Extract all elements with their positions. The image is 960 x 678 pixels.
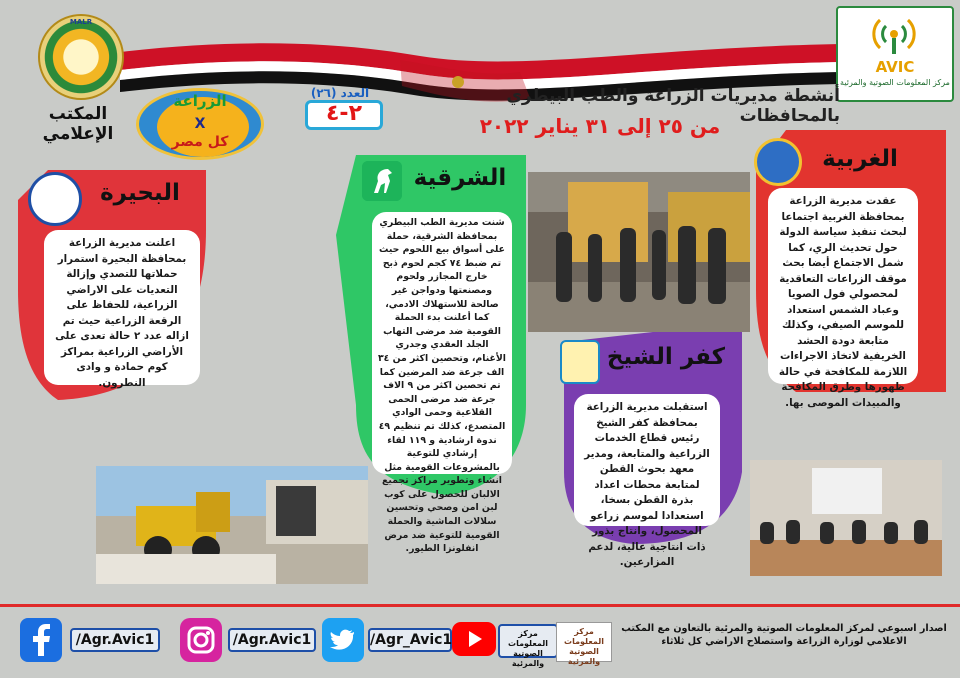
facebook-handle[interactable]: /Agr.Avic1 xyxy=(70,628,160,652)
ministry-logo-text: MALR xyxy=(69,18,93,26)
bulletin-description: اصدار اسبوعي لمركز المعلومات الصوتية والمرئية بالتعاون مع المكتب الاعلامي لوزارة الزراعة واستصلاح الاراضي كل ثلاثاء xyxy=(621,623,947,647)
footer-avic-logo-label: مركز المعلومات الصوتية والمرئية xyxy=(556,622,612,662)
issue-label: العدد (٢٦) xyxy=(310,86,370,100)
beheira-title: البحيرة xyxy=(100,180,180,206)
seed-station-visit-photo xyxy=(528,172,750,332)
encroachment-removal-photo xyxy=(96,466,368,584)
twitter-handle[interactable]: /Agr_Avic1 xyxy=(368,628,452,652)
sharqia-text: شنت مديرية الطب البيطري بمحافظة الشرقية، حملة على أسواق بيع اللحوم حيث تم ضبط ٧٤ كجم لحوم ذبح خارج المجازر ولحوم ومصنعتها ودواجن غير صالحة للاستهلاك الادمي، كما أعلنت بدء الحملة القومية ضد مرضى التهاب الجلد العقدي وجدري الأغنام، وتحصين اكثر من ٣٤ الف جرعة ضد المرضين كما تم تحصين اكثر من ٩ الاف جرعة ضد مرضى الحمى القلاعية وحمى الوادي المتصدع، كذلك تم تنظيم ٤٩ ندوة ارشادية و ١١٩ لقاء إرشادي للتوعية بالمشروعات القومية مثل انشاء وتطوير مراكز تجميع الالبان للحصول على كوب لبن امن وصحي وتحسين سلالات الماشية والحملة القومية للتوعية ضد مرض انفلونزا الطيور. xyxy=(372,212,512,474)
badge-line-agriculture: الزراعة xyxy=(173,92,227,110)
gharbia-text: عقدت مديرية الزراعة بمحافظة الغربية اجتماعا لبحث تنفيذ سياسة الدولة حول تحديث الري، كما شمل الاجتماع أيضا بحث موقف الزراعات التعاقدية لمحصولي فول الصويا وعباد الشمس استعداد للموسم الصيفي، وكذلك متابعة دودة الحشد الخريفية لاتخاذ الاجراءات اللازمة للمكافحة في حالة ظهورها وطرق المكافحة والمبيدات الموصى بها. xyxy=(768,188,918,384)
sharqia-title: الشرقية xyxy=(413,165,507,191)
instagram-icon[interactable] xyxy=(180,618,222,662)
ministry-logo xyxy=(38,14,124,100)
badge-line-all-egypt: كل مصر xyxy=(171,134,229,150)
twitter-icon[interactable] xyxy=(322,618,364,662)
kafr-el-sheikh-title: كفر الشيخ xyxy=(606,344,726,370)
media-office-label: المكتب الإعلامي xyxy=(42,104,114,144)
meeting-hall-photo xyxy=(750,460,942,576)
beheira-emblem-icon xyxy=(28,172,82,226)
broadcast-icon xyxy=(872,14,916,58)
issue-number: ٢-٤ xyxy=(325,101,362,126)
youtube-channel-label[interactable]: مركز المعلومات الصوتية والمرئية xyxy=(498,624,558,658)
page-title: أنشطة مديريات الزراعة والطب البيطري بالمحافظات xyxy=(506,86,840,126)
kafr-el-sheikh-text: استقبلت مديرية الزراعة بمحافظة كفر الشيخ رئيس قطاع الخدمات الزراعية والمتابعة، ومدير معهد بحوث القطن لمتابعة محطات اعداد بذرة القطن بسخا، استعدادا لموسم زراعو المحصول، وانتاج بذور ذات انتاجية عالية، لدعم المزارعين. xyxy=(574,394,720,526)
beheira-text: اعلنت مديرية الزراعة بمحافظة البحيرة استمرار حملاتها للتصدي وإزالة التعديات على الاراضي الزراعية، للحفاظ على الرقعة الزراعية حيث تم ازاله عدد ٢ حالة تعدى على الأراضي الزراعية بمراكز كوم حمادة و وادى النطرون. xyxy=(44,230,200,385)
instagram-handle[interactable]: /Agr.Avic1 xyxy=(228,628,316,652)
youtube-icon[interactable] xyxy=(452,622,496,656)
facebook-icon[interactable] xyxy=(20,618,62,662)
kafr-el-sheikh-emblem-icon xyxy=(560,340,600,384)
date-range: من ٢٥ إلى ٣١ يناير ٢٠٢٢ xyxy=(479,114,721,138)
avic-logo-subtitle: مركز المعلومات الصوتية والمرئية xyxy=(840,78,950,87)
badge-line-x: X xyxy=(194,116,206,132)
avic-logo-name: AVIC xyxy=(875,58,915,76)
gharbia-title: الغربية xyxy=(822,146,898,172)
horse-icon xyxy=(362,161,402,201)
